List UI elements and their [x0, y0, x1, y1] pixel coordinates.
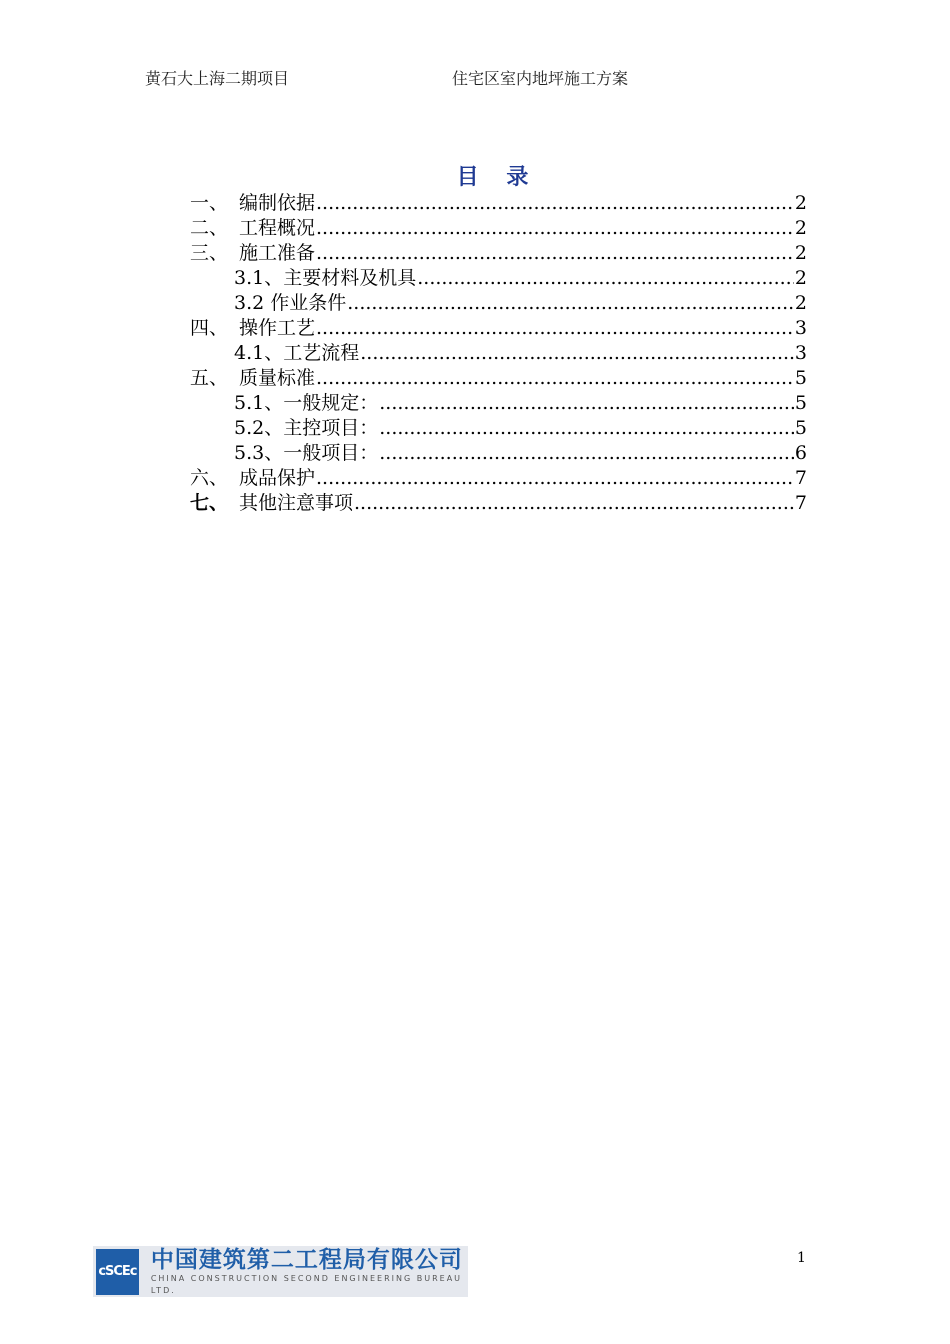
- toc-entry-3-2[interactable]: [190, 291, 807, 316]
- toc-entry-2[interactable]: [190, 216, 807, 241]
- toc-entry-number: 5.2、: [234, 417, 284, 439]
- toc-dot-leader: [354, 491, 794, 516]
- toc-entry-label: 一般项目：: [283, 442, 379, 464]
- toc-entry-page: 7: [794, 492, 807, 514]
- toc-entry-4[interactable]: [190, 316, 807, 341]
- toc-entry-3[interactable]: [190, 241, 807, 266]
- cscec-logo-icon: cSCEc: [96, 1249, 139, 1295]
- header-document-title: 住宅区室内地坪施工方案: [452, 69, 629, 88]
- header-project-name: 黄石大上海二期项目: [145, 69, 290, 88]
- toc-dot-leader: [417, 266, 794, 291]
- toc-entry-label: 工艺流程: [283, 342, 360, 364]
- toc-entry-label: 质量标准: [239, 367, 316, 389]
- toc-entry-page: 2: [794, 192, 807, 214]
- toc-entry-4-1[interactable]: [190, 341, 807, 366]
- toc-entry-page: 5: [794, 417, 807, 439]
- company-name-chinese: 中国建筑第二工程局有限公司: [150, 1246, 463, 1273]
- company-logo: [93, 1246, 468, 1297]
- toc-dot-leader: [316, 216, 794, 241]
- toc-entry-3-1[interactable]: [190, 266, 807, 291]
- toc-entry-label: 主控项目：: [283, 417, 379, 439]
- company-name-english: CHINA CONSTRUCTION SECOND ENGINEERING BUREAU LTD.: [150, 1273, 463, 1295]
- toc-entry-number: 4.1、: [234, 342, 284, 364]
- toc-entry-label: 编制依据: [239, 192, 316, 214]
- toc-entry-label: 施工准备: [239, 242, 316, 264]
- toc-entry-5-1[interactable]: [190, 391, 807, 416]
- toc-entry-number: 二、: [190, 217, 229, 239]
- toc-entry-page: 3: [794, 317, 807, 339]
- toc-entry-5-2[interactable]: [190, 416, 807, 441]
- toc-entry-5[interactable]: [190, 366, 807, 391]
- toc-entry-number: 3.2: [234, 292, 265, 314]
- toc-dot-leader: [316, 366, 794, 391]
- toc-entry-page: 5: [794, 392, 807, 414]
- toc-entry-number: 5.1、: [234, 392, 284, 414]
- toc-entry-6[interactable]: [190, 466, 807, 491]
- toc-entry-number: 四、: [190, 317, 229, 339]
- toc-entry-7[interactable]: [190, 491, 807, 516]
- toc-dot-leader: [379, 416, 794, 441]
- toc-entry-number: 三、: [190, 242, 229, 264]
- toc-entry-number: 六、: [190, 467, 229, 489]
- toc-entry-number: 五、: [190, 367, 229, 389]
- toc-entry-number: 3.1、: [234, 267, 284, 289]
- toc-entry-page: 2: [794, 267, 807, 289]
- toc-entry-1[interactable]: [190, 191, 807, 216]
- toc-entry-label: 主要材料及机具: [283, 267, 417, 289]
- toc-entry-page: 2: [794, 242, 807, 264]
- toc-dot-leader: [360, 341, 794, 366]
- company-name-block: [151, 1247, 468, 1297]
- toc-entry-label: 成品保护: [239, 467, 316, 489]
- toc-entry-label: 其他注意事项: [239, 492, 354, 514]
- table-of-contents: [190, 191, 807, 516]
- toc-entry-number: 七、: [190, 492, 229, 514]
- toc-entry-page: 5: [794, 367, 807, 389]
- toc-dot-leader: [379, 391, 794, 416]
- toc-entry-page: 3: [794, 342, 807, 364]
- toc-entry-page: 7: [794, 467, 807, 489]
- toc-entry-number: 一、: [190, 192, 229, 214]
- toc-title: 目 录: [456, 164, 539, 190]
- toc-entry-page: 2: [794, 217, 807, 239]
- toc-dot-leader: [316, 316, 794, 341]
- toc-entry-label: 一般规定：: [283, 392, 379, 414]
- toc-entry-label: 工程概况: [239, 217, 316, 239]
- page-number: 1: [797, 1250, 806, 1266]
- toc-entry-label: 操作工艺: [239, 317, 316, 339]
- toc-entry-page: 6: [794, 442, 807, 464]
- toc-entry-page: 2: [794, 292, 807, 314]
- toc-entry-5-3[interactable]: [190, 441, 807, 466]
- toc-entry-label: 作业条件: [270, 292, 347, 314]
- toc-dot-leader: [316, 241, 794, 266]
- toc-dot-leader: [379, 441, 794, 466]
- toc-dot-leader: [316, 466, 794, 491]
- toc-entry-number: 5.3、: [234, 442, 284, 464]
- toc-dot-leader: [316, 191, 794, 216]
- toc-dot-leader: [347, 291, 794, 316]
